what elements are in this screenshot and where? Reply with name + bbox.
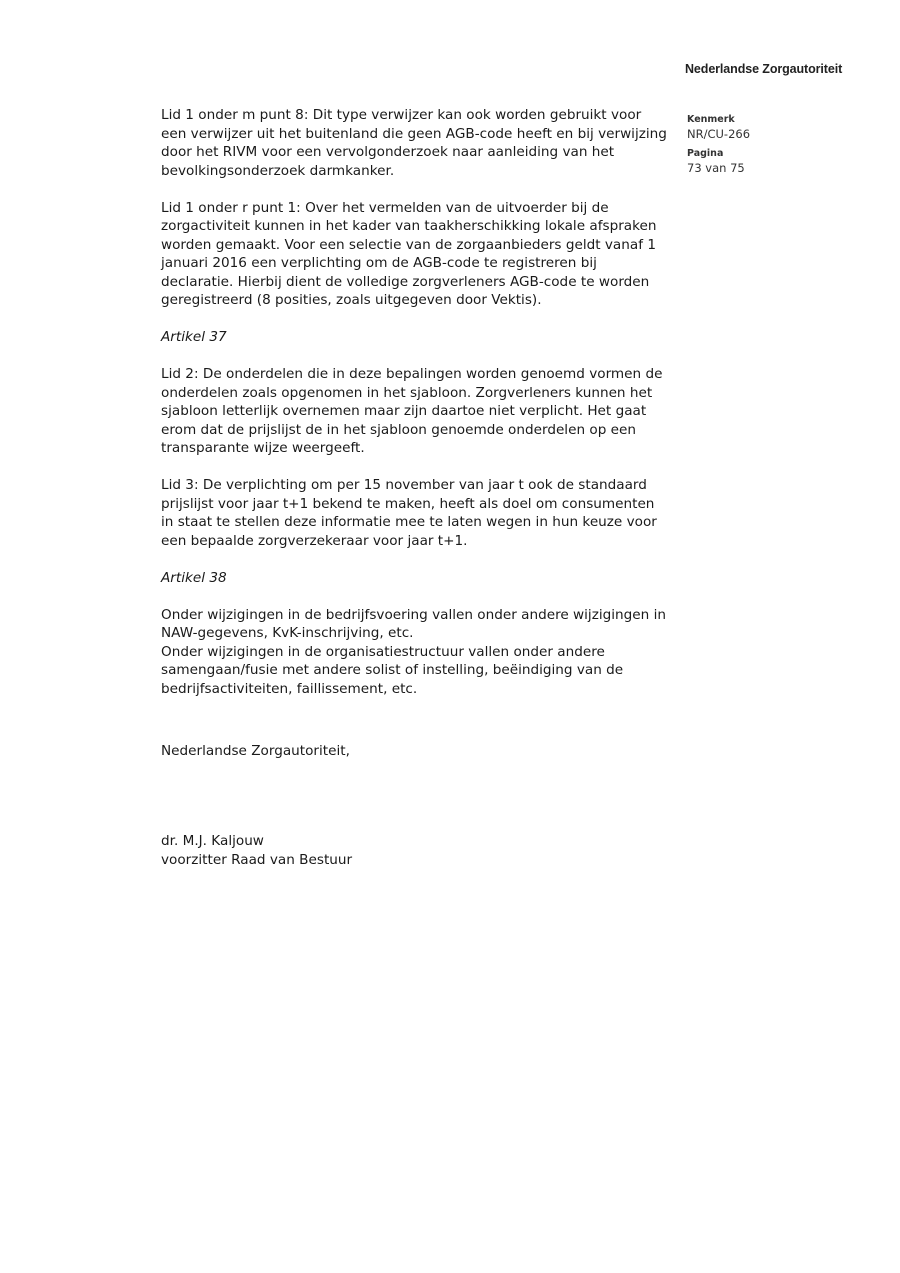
heading-artikel-38: Artikel 38 [161,569,227,586]
closing-line: Nederlandse Zorgautoriteit, [161,743,350,759]
paragraph-lid1-r: Lid 1 onder r punt 1: Over het vermelden van de uitvoerder bij de zorgactiviteit kunnen in het kader van taakherschikking lokale afspraken worden gemaakt. Voor een selectie van de zorgaanbieders geldt vanaf 1 januari 2016 een verplichting om de AGB-code te registreren bij declaratie. Hierbij dient de volledige zorgverleners AGB-code te worden geregistreerd (8 posities, zoals uitgegeven door Vektis). [161,199,657,308]
paragraph-lid3: Lid 3: De verplichting om per 15 november van jaar t ook de standaard prijslijst voor jaar t+1 bekend te maken, heeft als doel om consumenten in staat te stellen deze informatie mee te laten wegen in hun keuze voor een bepaalde zorgverzekeraar voor jaar t+1. [161,477,657,549]
kenmerk-value: NR/CU-266 [687,127,751,141]
document-body [161,106,681,717]
paragraph-artikel-38: Onder wijzigingen in de bedrijfsvoering vallen onder andere wijzigingen in NAW-gegevens, KvK-inschrijving, etc. Onder wijzigingen in de organisatiestructuur vallen onder andere samengaan/fusie met andere solist of instelling, beëindiging van de bedrijfsactiviteiten, faillissement, etc. [161,606,666,697]
document-metadata [687,114,750,182]
paragraph-lid1-m: Lid 1 onder m punt 8: Dit type verwijzer kan ook worden gebruikt voor een verwijzer uit het buitenland die geen AGB-code heeft en bij verwijzing door het RIVM voor een vervolgonderzoek naar aanleiding van het bevolkingsonderzoek darmkanker. [161,107,667,179]
page-number: 73 van 75 [687,161,745,175]
signatory-title: voorzitter Raad van Bestuur [161,851,353,868]
signature-block [161,832,352,869]
heading-artikel-37: Artikel 37 [161,329,227,345]
kenmerk-block [687,114,750,142]
paragraph-lid2: Lid 2: De onderdelen die in deze bepalingen worden genoemd vormen de onderdelen zoals opgenomen in het sjabloon. Zorgverleners kunnen het sjabloon letterlijk overnemen maar zijn daartoe niet verplicht. Het gaat erom dat de prijslijst de in het sjabloon genoemde onderdelen op een transparante wijze weergeeft. [161,366,663,456]
organization-header: Nederlandse Zorgautoriteit [685,62,843,76]
closing [161,742,350,761]
kenmerk-label: Kenmerk [687,114,735,125]
pagina-label: Pagina [687,148,724,159]
signatory-name: dr. M.J. Kaljouw [161,833,264,849]
pagina-block [687,148,750,176]
